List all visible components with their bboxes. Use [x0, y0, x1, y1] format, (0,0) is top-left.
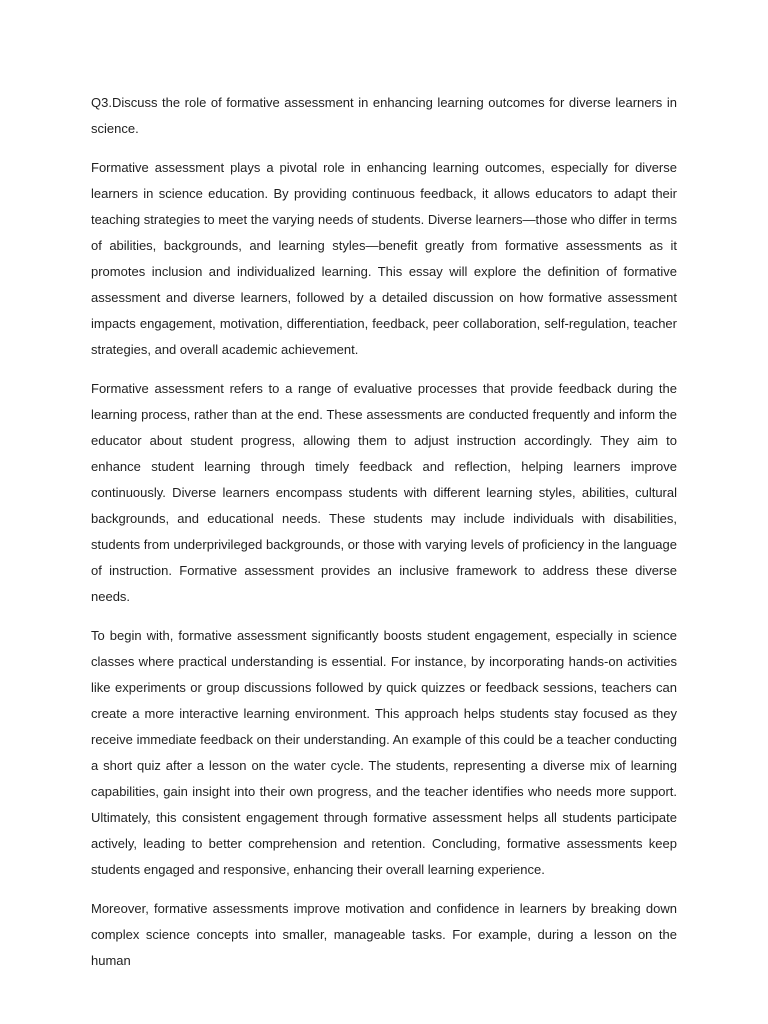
question-heading: Q3.Discuss the role of formative assessment in enhancing learning outcomes for diverse learners in science.	[91, 95, 677, 136]
paragraph-engagement: To begin with, formative assessment significantly boosts student engagement, especially in science classes where practical understanding is essential. For instance, by incorporating hands-on activities like experiments or group discussions followed by quick quizzes or feedback sessions, teachers can create a more interactive learning environment. This approach helps students stay focused as they receive immediate feedback on their understanding. An example of this could be a teacher conducting a short quiz after a lesson on the water cycle. The students, representing a diverse mix of learning capabilities, gain insight into their own progress, and the teacher identifies who needs more support. Ultimately, this consistent engagement through formative assessment helps all students participate actively, leading to better comprehension and retention. Concluding, formative assessments keep students engaged and responsive, enhancing their overall learning experience.	[91, 628, 677, 877]
paragraph-definitions: Formative assessment refers to a range of evaluative processes that provide feedback during the learning process, rather than at the end. These assessments are conducted frequently and inform the educator about student progress, allowing them to adjust instruction accordingly. They aim to enhance student learning through timely feedback and reflection, helping learners improve continuously. Diverse learners encompass students with different learning styles, abilities, cultural backgrounds, and educational needs. These students may include individuals with disabilities, students from underprivileged backgrounds, or those with varying levels of proficiency in the language of instruction. Formative assessment provides an inclusive framework to address these diverse needs.	[91, 381, 677, 604]
paragraph-introduction: Formative assessment plays a pivotal role in enhancing learning outcomes, especially for diverse learners in science education. By providing continuous feedback, it allows educators to adapt their teaching strategies to meet the varying needs of students. Diverse learners—those who differ in terms of abilities, backgrounds, and learning styles—benefit greatly from formative assessments as it promotes inclusion and individualized learning. This essay will explore the definition of formative assessment and diverse learners, followed by a detailed discussion on how formative assessment impacts engagement, motivation, differentiation, feedback, peer collaboration, self-regulation, teacher strategies, and overall academic achievement.	[91, 160, 677, 357]
paragraph-motivation: Moreover, formative assessments improve motivation and confidence in learners by breaking down complex science concepts into smaller, manageable tasks. For example, during a lesson on the human	[91, 901, 677, 968]
document-body	[91, 90, 677, 987]
